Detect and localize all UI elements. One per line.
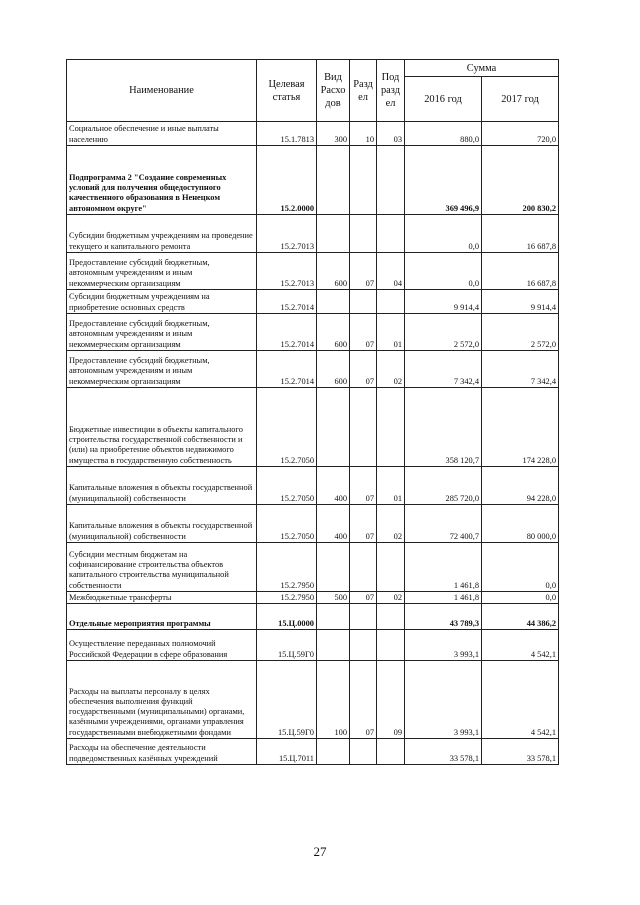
- row-name: Осуществление переданных полномочий Российской Федерации в сфере образования: [67, 630, 257, 661]
- row-target-article: 15.2.7050: [257, 467, 317, 505]
- row-sum-2016: 1 461,8: [405, 592, 482, 604]
- row-subsection: [377, 215, 405, 253]
- row-section: [350, 543, 377, 592]
- row-expense-type: 600: [317, 314, 350, 351]
- row-sum-2016: 1 461,8: [405, 543, 482, 592]
- row-name: Отдельные мероприятия программы: [67, 604, 257, 630]
- row-sum-2017: 200 830,2: [482, 146, 559, 215]
- header-subsection-line2: разд: [380, 85, 400, 96]
- row-expense-type: [317, 388, 350, 467]
- row-expense-type: [317, 604, 350, 630]
- table-row: [67, 215, 559, 253]
- row-section: 07: [350, 592, 377, 604]
- row-sum-2016: 3 993,1: [405, 661, 482, 739]
- row-sum-2017: 80 000,0: [482, 505, 559, 543]
- row-section: 07: [350, 505, 377, 543]
- row-section: [350, 290, 377, 314]
- row-expense-type: [317, 543, 350, 592]
- row-expense-type: 400: [317, 467, 350, 505]
- row-sum-2017: 4 542,1: [482, 661, 559, 739]
- row-expense-type: 400: [317, 505, 350, 543]
- row-subsection: [377, 630, 405, 661]
- row-subsection: [377, 604, 405, 630]
- header-section-line2: ел: [358, 91, 368, 103]
- row-name: Предоставление субсидий бюджетным, автономным учреждениям и иным некоммерческим организациям: [67, 253, 257, 290]
- table-row: [67, 661, 559, 739]
- row-subsection: [377, 739, 405, 765]
- row-name: Предоставление субсидий бюджетным, автономным учреждениям и иным некоммерческим организациям: [67, 314, 257, 351]
- row-name: Расходы на выплаты персоналу в целях обеспечения выполнения функций государственными (муниципальными) органами, казёнными учреждениями, органами управления государственными внебюджетными фондами: [67, 661, 257, 739]
- row-subsection: [377, 146, 405, 215]
- row-section: [350, 604, 377, 630]
- row-target-article: 15.1.7813: [257, 122, 317, 146]
- row-subsection: 09: [377, 661, 405, 739]
- row-sum-2016: 33 578,1: [405, 739, 482, 765]
- row-sum-2016: 2 572,0: [405, 314, 482, 351]
- row-target-article: 15.2.7014: [257, 290, 317, 314]
- row-expense-type: [317, 146, 350, 215]
- table-row: [67, 351, 559, 388]
- header-target-line2: статья: [272, 91, 301, 103]
- row-subsection: [377, 290, 405, 314]
- row-name: Субсидии бюджетным учреждениям на приобретение основных средств: [67, 290, 257, 314]
- table-row: [67, 467, 559, 505]
- table-row: [67, 253, 559, 290]
- row-sum-2016: 358 120,7: [405, 388, 482, 467]
- row-expense-type: [317, 630, 350, 661]
- row-sum-2017: 9 914,4: [482, 290, 559, 314]
- row-target-article: 15.2.7050: [257, 505, 317, 543]
- header-expense-line3: дов: [325, 98, 341, 109]
- table-row: [67, 388, 559, 467]
- row-sum-2016: 3 993,1: [405, 630, 482, 661]
- row-name: Капитальные вложения в объекты государственной (муниципальной) собственности: [67, 467, 257, 505]
- row-expense-type: [317, 739, 350, 765]
- row-section: 10: [350, 122, 377, 146]
- row-name: Предоставление субсидий бюджетным, автономным учреждениям и иным некоммерческим организациям: [67, 351, 257, 388]
- row-section: [350, 146, 377, 215]
- header-section-line1: Разд: [353, 78, 373, 90]
- header-subsection: [377, 60, 405, 122]
- row-subsection: 04: [377, 253, 405, 290]
- header-target-line1: Целевая: [268, 78, 305, 90]
- table-row: [67, 122, 559, 146]
- row-sum-2016: 7 342,4: [405, 351, 482, 388]
- row-section: 07: [350, 661, 377, 739]
- row-name: Расходы на обеспечение деятельности подведомственных казённых учреждений: [67, 739, 257, 765]
- header-target-article: [257, 60, 317, 122]
- row-sum-2016: 9 914,4: [405, 290, 482, 314]
- row-expense-type: [317, 215, 350, 253]
- row-sum-2016: 369 496,9: [405, 146, 482, 215]
- row-expense-type: 600: [317, 351, 350, 388]
- row-target-article: 15.Ц.0000: [257, 604, 317, 630]
- table-row: [67, 592, 559, 604]
- row-target-article: 15.2.7013: [257, 215, 317, 253]
- row-sum-2016: 285 720,0: [405, 467, 482, 505]
- header-expense-line1: Вид: [324, 72, 342, 83]
- row-subsection: 03: [377, 122, 405, 146]
- table-row: [67, 290, 559, 314]
- row-target-article: 15.2.0000: [257, 146, 317, 215]
- row-subsection: [377, 543, 405, 592]
- row-subsection: [377, 388, 405, 467]
- row-target-article: 15.Ц.59Г0: [257, 661, 317, 739]
- row-sum-2017: 7 342,4: [482, 351, 559, 388]
- page-number: 27: [313, 844, 327, 859]
- row-sum-2017: 0,0: [482, 592, 559, 604]
- row-sum-2017: 33 578,1: [482, 739, 559, 765]
- row-sum-2016: 72 400,7: [405, 505, 482, 543]
- row-target-article: 15.Ц.7011: [257, 739, 317, 765]
- row-subsection: 01: [377, 314, 405, 351]
- row-target-article: 15.2.7014: [257, 314, 317, 351]
- row-sum-2016: 43 789,3: [405, 604, 482, 630]
- row-section: [350, 215, 377, 253]
- row-target-article: 15.2.7014: [257, 351, 317, 388]
- header-year-2016: 2016 год: [405, 77, 482, 122]
- table-row: [67, 739, 559, 765]
- table-row-measures: [67, 604, 559, 630]
- row-target-article: 15.2.7050: [257, 388, 317, 467]
- row-sum-2016: 0,0: [405, 215, 482, 253]
- table-row: [67, 314, 559, 351]
- row-name: Бюджетные инвестиции в объекты капитального строительства государственной собственности и (или) на приобретение объектов недвижимого имущества в государственную собственность: [67, 388, 257, 467]
- row-target-article: 15.2.7950: [257, 592, 317, 604]
- row-subsection: 01: [377, 467, 405, 505]
- header-expense-type: [317, 60, 350, 122]
- table-row: [67, 543, 559, 592]
- table-row: [67, 505, 559, 543]
- row-sum-2017: 94 228,0: [482, 467, 559, 505]
- row-name: Межбюджетные трансферты: [67, 592, 257, 604]
- row-sum-2017: 44 386,2: [482, 604, 559, 630]
- row-sum-2016: 0,0: [405, 253, 482, 290]
- row-expense-type: 100: [317, 661, 350, 739]
- row-section: [350, 388, 377, 467]
- header-year-2017: 2017 год: [482, 77, 559, 122]
- header-name: Наименование: [67, 60, 257, 122]
- row-name: Субсидии местным бюджетам на софинансирование строительства объектов капитального строительства муниципальной собственности: [67, 543, 257, 592]
- row-section: [350, 630, 377, 661]
- row-sum-2017: 0,0: [482, 543, 559, 592]
- row-sum-2017: 4 542,1: [482, 630, 559, 661]
- row-sum-2017: 2 572,0: [482, 314, 559, 351]
- row-target-article: 15.2.7950: [257, 543, 317, 592]
- header-expense-line2: Расхо: [320, 85, 346, 96]
- row-section: 07: [350, 351, 377, 388]
- row-target-article: 15.Ц.59Г0: [257, 630, 317, 661]
- header-subsection-line1: Под: [381, 72, 400, 83]
- row-section: [350, 739, 377, 765]
- row-expense-type: [317, 290, 350, 314]
- row-name: Социальное обеспечение и иные выплаты населению: [67, 122, 257, 146]
- row-name: Субсидии бюджетным учреждениям на проведение текущего и капитального ремонта: [67, 215, 257, 253]
- row-target-article: 15.2.7013: [257, 253, 317, 290]
- row-sum-2017: 720,0: [482, 122, 559, 146]
- header-section: [350, 60, 377, 122]
- budget-table: [66, 59, 559, 765]
- row-sum-2017: 16 687,8: [482, 215, 559, 253]
- row-expense-type: 600: [317, 253, 350, 290]
- row-subsection: 02: [377, 505, 405, 543]
- row-section: 07: [350, 467, 377, 505]
- header-sum: Сумма: [405, 60, 559, 77]
- row-expense-type: 300: [317, 122, 350, 146]
- table-row: [67, 630, 559, 661]
- row-expense-type: 500: [317, 592, 350, 604]
- table-row-subprogram: [67, 146, 559, 215]
- row-sum-2017: 174 228,0: [482, 388, 559, 467]
- row-sum-2016: 880,0: [405, 122, 482, 146]
- row-sum-2017: 16 687,8: [482, 253, 559, 290]
- row-name: Капитальные вложения в объекты государственной (муниципальной) собственности: [67, 505, 257, 543]
- header-subsection-line3: ел: [385, 98, 396, 109]
- row-subsection: 02: [377, 592, 405, 604]
- row-section: 07: [350, 253, 377, 290]
- row-subsection: 02: [377, 351, 405, 388]
- row-section: 07: [350, 314, 377, 351]
- row-name: Подпрограмма 2 "Создание современных условий для получения общедоступного качественного образования в Ненецком автономном округе": [67, 146, 257, 215]
